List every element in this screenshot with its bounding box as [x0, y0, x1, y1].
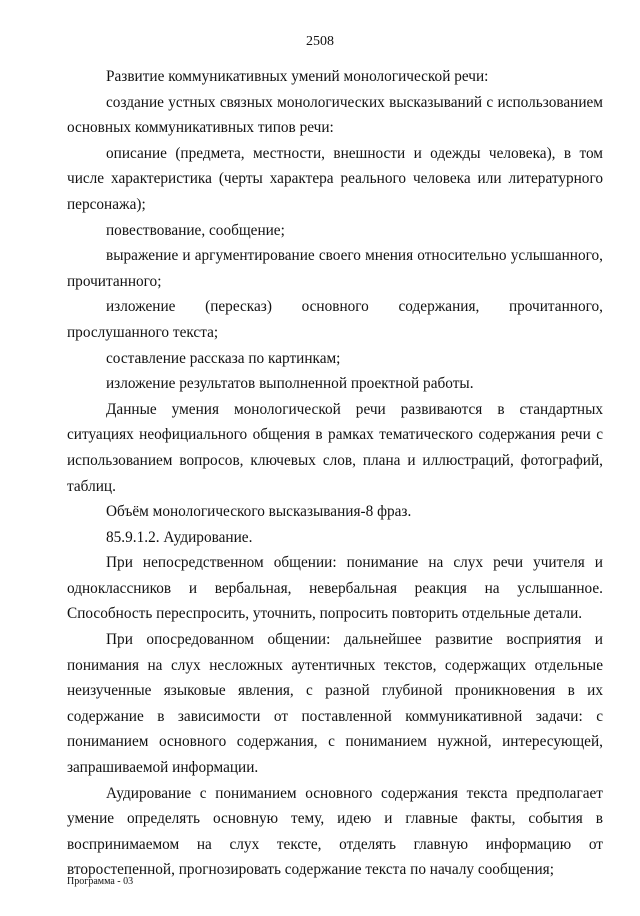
paragraph: При опосредованном общении: дальнейшее развитие восприятия и понимания на слух несложных аутентичных текстов, содержащих отдельные неизученные языковые явления, с разной глубиной проникновения в их содержание в зависимости от поставленной коммуникативной задачи: с пониманием основного содержания, с пониманием нужной, интересующей, запрашиваемой информации.	[67, 631, 603, 777]
body-text	[67, 64, 603, 883]
paragraph: изложение (пересказ) основного содержания, прочитанного, прослушанного текста;	[67, 298, 603, 341]
paragraph: повествование, сообщение;	[106, 221, 285, 239]
paragraph: Развитие коммуникативных умений монологической речи:	[106, 68, 489, 85]
paragraph: Данные умения монологической речи развиваются в стандартных ситуациях неофициального общения в рамках тематического содержания речи с использованием вопросов, ключевых слов, плана и иллюстраций, фотографий, таблиц.	[67, 400, 603, 495]
paragraph: При непосредственном общении: понимание на слух речи учителя и одноклассников и вербальная, невербальная реакция на услышанное. Способность переспросить, уточнить, попросить повторить отдельные детали.	[67, 554, 603, 623]
paragraph: Аудирование с пониманием основного содержания текста предполагает умение определять основную тему, идею и главные факты, события в воспринимаемом на слух тексте, отделять главную информацию от второстепенной, прогнозировать содержание текста по началу сообщения;	[67, 784, 603, 879]
paragraph: создание устных связных монологических высказываний с использованием основных коммуникативных типов речи:	[67, 93, 603, 137]
footer-label: Программа - 03	[67, 876, 134, 887]
paragraph: Объём монологического высказывания-8 фраз.	[106, 503, 412, 521]
page-number: 2508	[306, 34, 334, 49]
section-heading: 85.9.1.2. Аудирование.	[106, 528, 253, 546]
paragraph: выражение и аргументирование своего мнения относительно услышанного, прочитанного;	[67, 247, 603, 290]
paragraph: описание (предмета, местности, внешности и одежды человека), в том числе характеристика (черты характера реального человека или литературного персонажа);	[67, 144, 603, 213]
paragraph: изложение результатов выполненной проектной работы.	[106, 375, 474, 393]
paragraph: составление рассказа по картинкам;	[106, 349, 341, 367]
